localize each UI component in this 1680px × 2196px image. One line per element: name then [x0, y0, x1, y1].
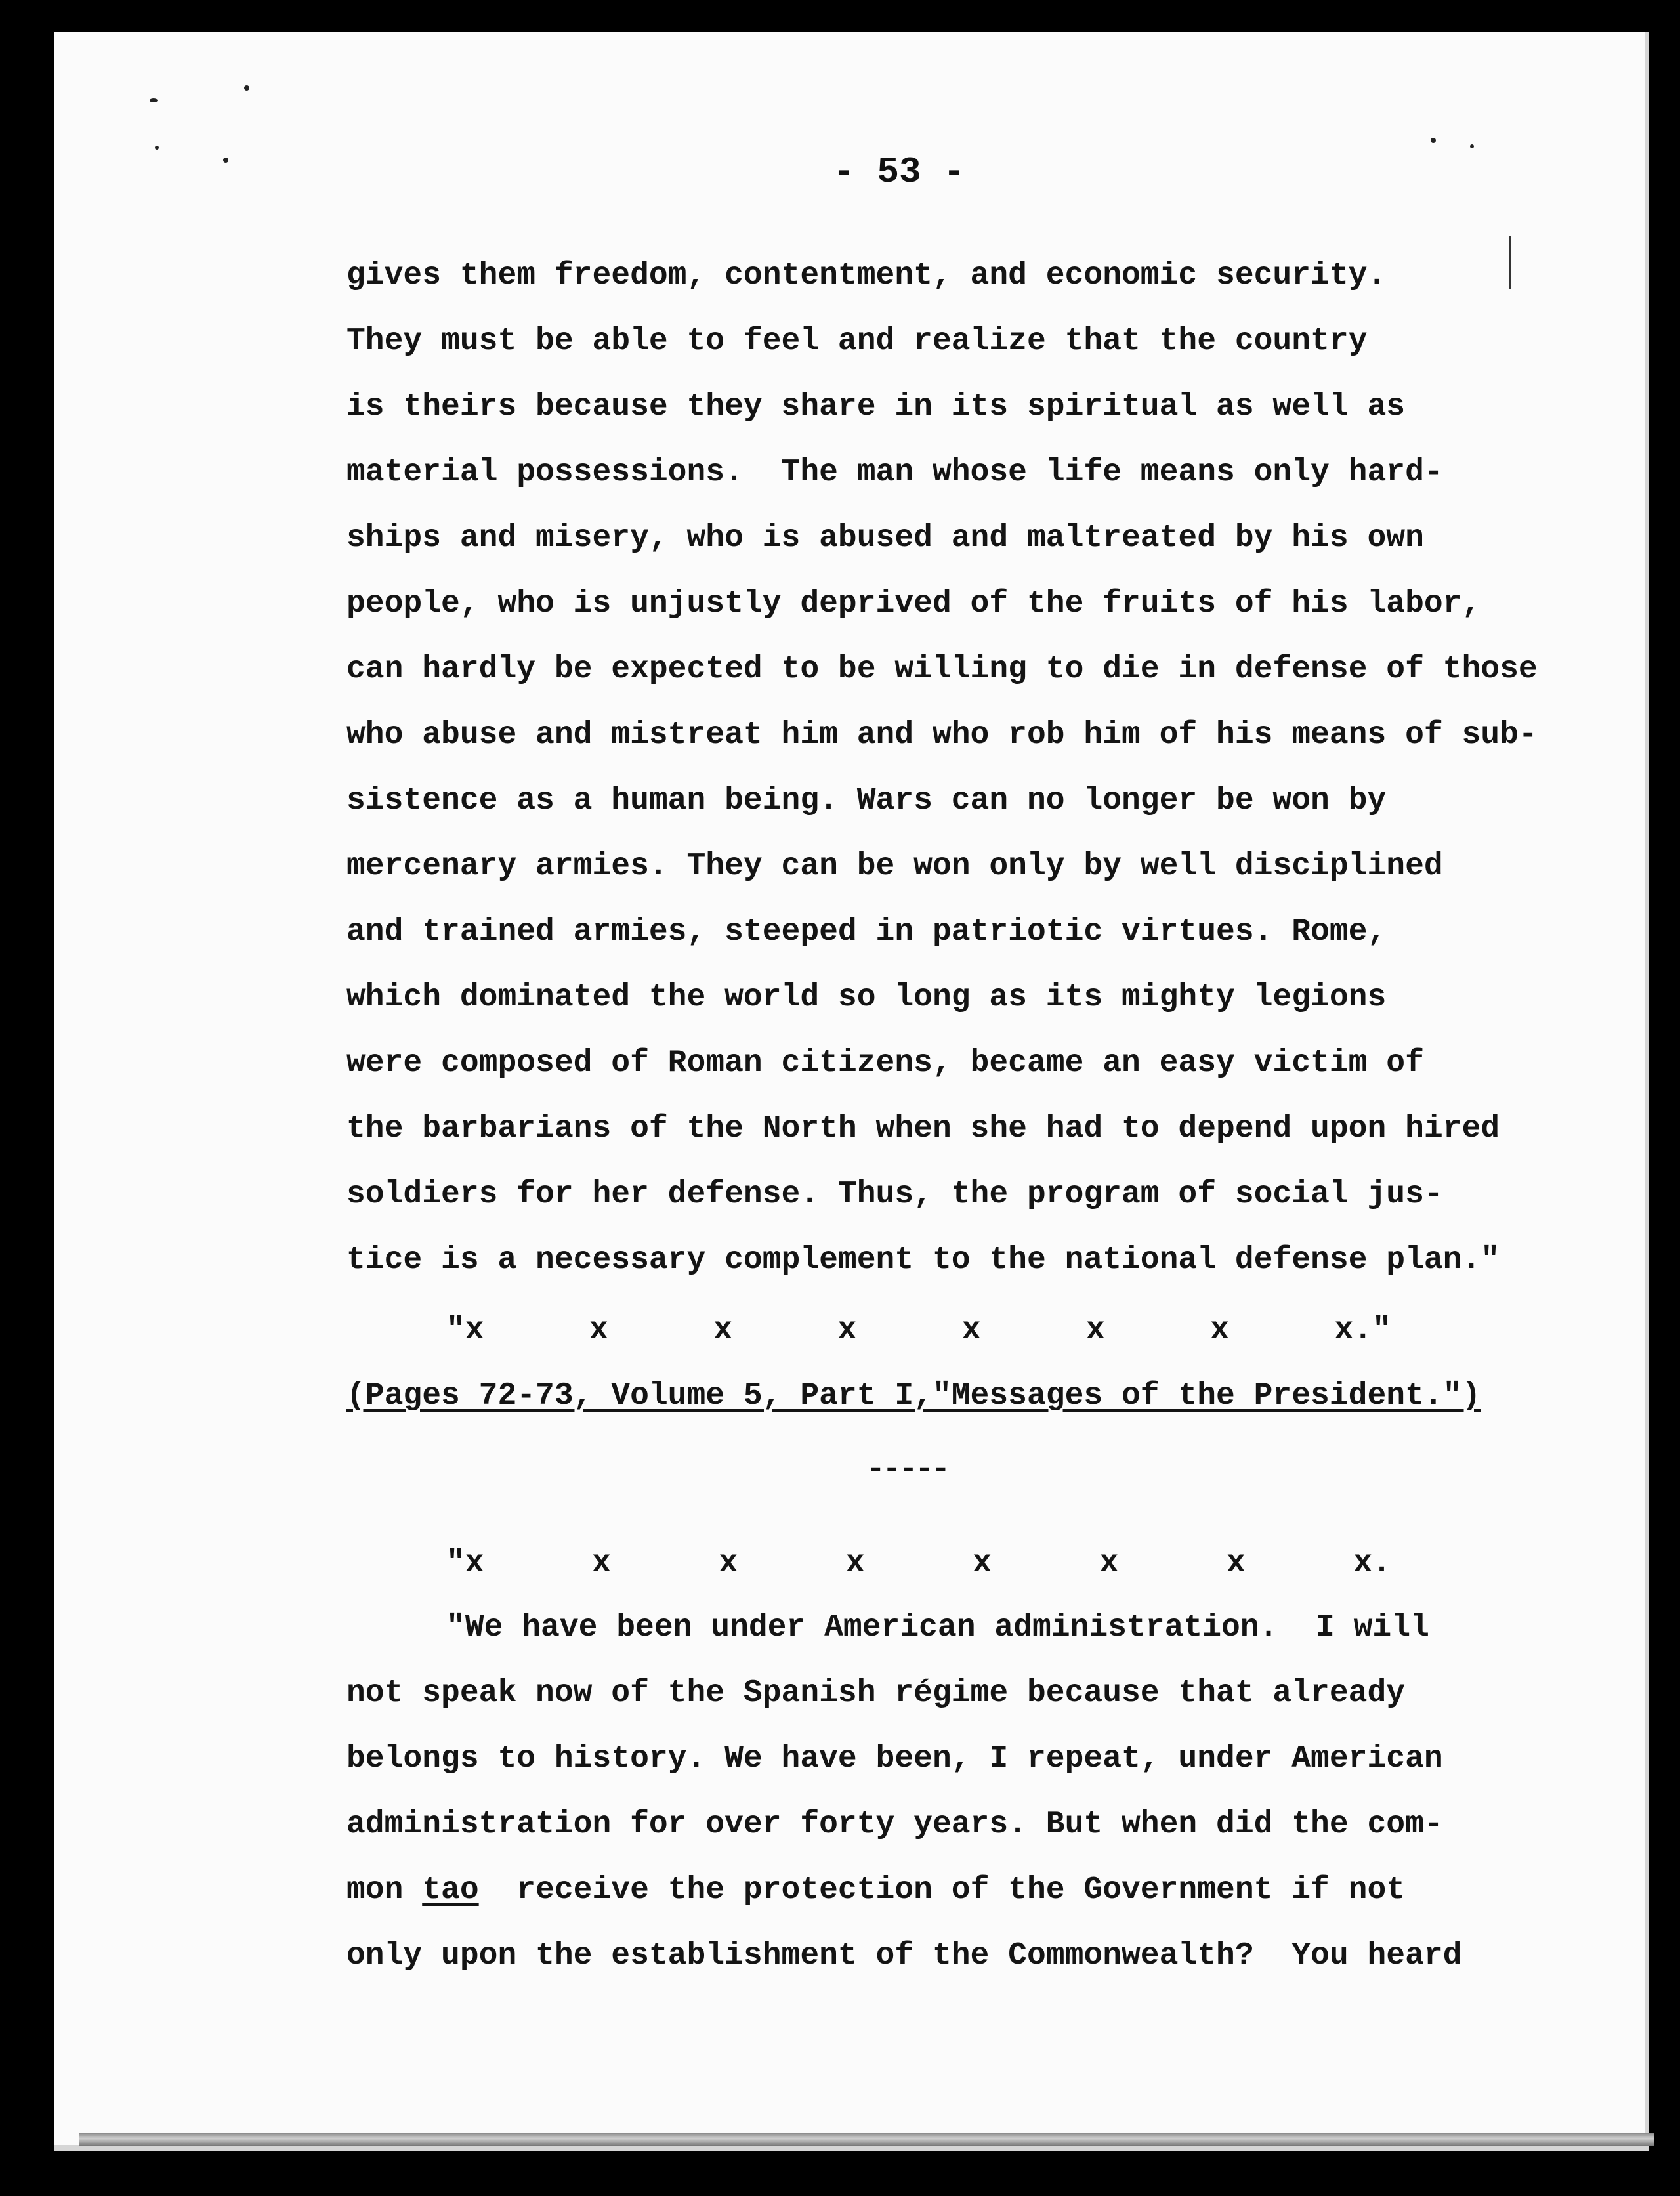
text-segment: mon: [346, 1872, 423, 1908]
text-line: mercenary armies. They can be won only by well disciplined: [346, 849, 1443, 884]
text-line: only upon the establishment of the Commonwealth? You heard: [346, 1938, 1462, 1974]
omission-mark: x.: [1353, 1546, 1391, 1581]
text-line: who abuse and mistreat him and who rob him of his means of sub-: [346, 717, 1538, 753]
text-line: "We have been under American administration. I will: [446, 1610, 1429, 1645]
omission-row: [446, 1546, 1391, 1581]
ink-speck: [1431, 138, 1436, 143]
text-line: can hardly be expected to be willing to die in defense of those: [346, 652, 1538, 687]
omission-mark: x: [589, 1313, 608, 1348]
text-line: the barbarians of the North when she had to depend upon hired: [346, 1111, 1500, 1147]
text-line: soldiers for her defense. Thus, the program of social jus-: [346, 1177, 1443, 1212]
omission-mark: x: [592, 1546, 611, 1581]
citation: (Pages 72-73, Volume 5, Part I,"Messages of the President."): [346, 1378, 1481, 1414]
text-line: is theirs because they share in its spiritual as well as: [346, 389, 1406, 425]
omission-mark: x: [845, 1546, 865, 1581]
omission-mark: x: [973, 1546, 992, 1581]
ink-speck: [1470, 144, 1474, 148]
text-line: not speak now of the Spanish régime because that already: [346, 1676, 1406, 1711]
page-number: - 53 -: [833, 151, 965, 193]
omission-mark: x: [719, 1546, 738, 1581]
ink-speck: [223, 158, 228, 163]
text-line: gives them freedom, contentment, and economic security.: [346, 258, 1387, 293]
text-line: belongs to history. We have been, I repeat, under American: [346, 1741, 1443, 1777]
omission-mark: x: [1086, 1313, 1105, 1348]
underlined-word: tao: [422, 1872, 479, 1908]
omission-mark: "x: [446, 1546, 484, 1581]
text-line: which dominated the world so long as its mighty legions: [346, 980, 1387, 1015]
text-line: people, who is unjustly deprived of the fruits of his labor,: [346, 586, 1481, 622]
omission-mark: x: [961, 1313, 981, 1348]
ink-speck: [150, 98, 158, 102]
text-line: administration for over forty years. But when did the com-: [346, 1807, 1443, 1842]
text-segment: receive the protection of the Government if not: [478, 1872, 1406, 1908]
text-line: ships and misery, who is abused and maltreated by his own: [346, 520, 1424, 556]
text-line: were composed of Roman citizens, became an easy victim of: [346, 1045, 1424, 1081]
omission-mark: x: [713, 1313, 733, 1348]
text-line: and trained armies, steeped in patriotic virtues. Rome,: [346, 914, 1387, 950]
page-bottom-edge: [79, 2133, 1654, 2146]
text-line: They must be able to feel and realize that the country: [346, 324, 1368, 359]
ink-speck: [244, 85, 249, 91]
omission-mark: x: [1210, 1313, 1230, 1348]
text-line: tice is a necessary complement to the national defense plan.": [346, 1242, 1500, 1278]
omission-row: [446, 1313, 1391, 1348]
omission-mark: x: [1226, 1546, 1246, 1581]
text-line: material possessions. The man whose life means only hard-: [346, 455, 1443, 490]
omission-mark: "x: [446, 1313, 484, 1348]
omission-mark: x.": [1334, 1313, 1391, 1348]
text-line: [346, 1870, 1405, 1910]
section-separator: -----: [866, 1452, 948, 1487]
omission-mark: x: [1099, 1546, 1119, 1581]
margin-mark: [1509, 236, 1511, 289]
omission-mark: x: [837, 1313, 857, 1348]
ink-speck: [155, 146, 159, 150]
text-line: sistence as a human being. Wars can no longer be won by: [346, 783, 1387, 818]
